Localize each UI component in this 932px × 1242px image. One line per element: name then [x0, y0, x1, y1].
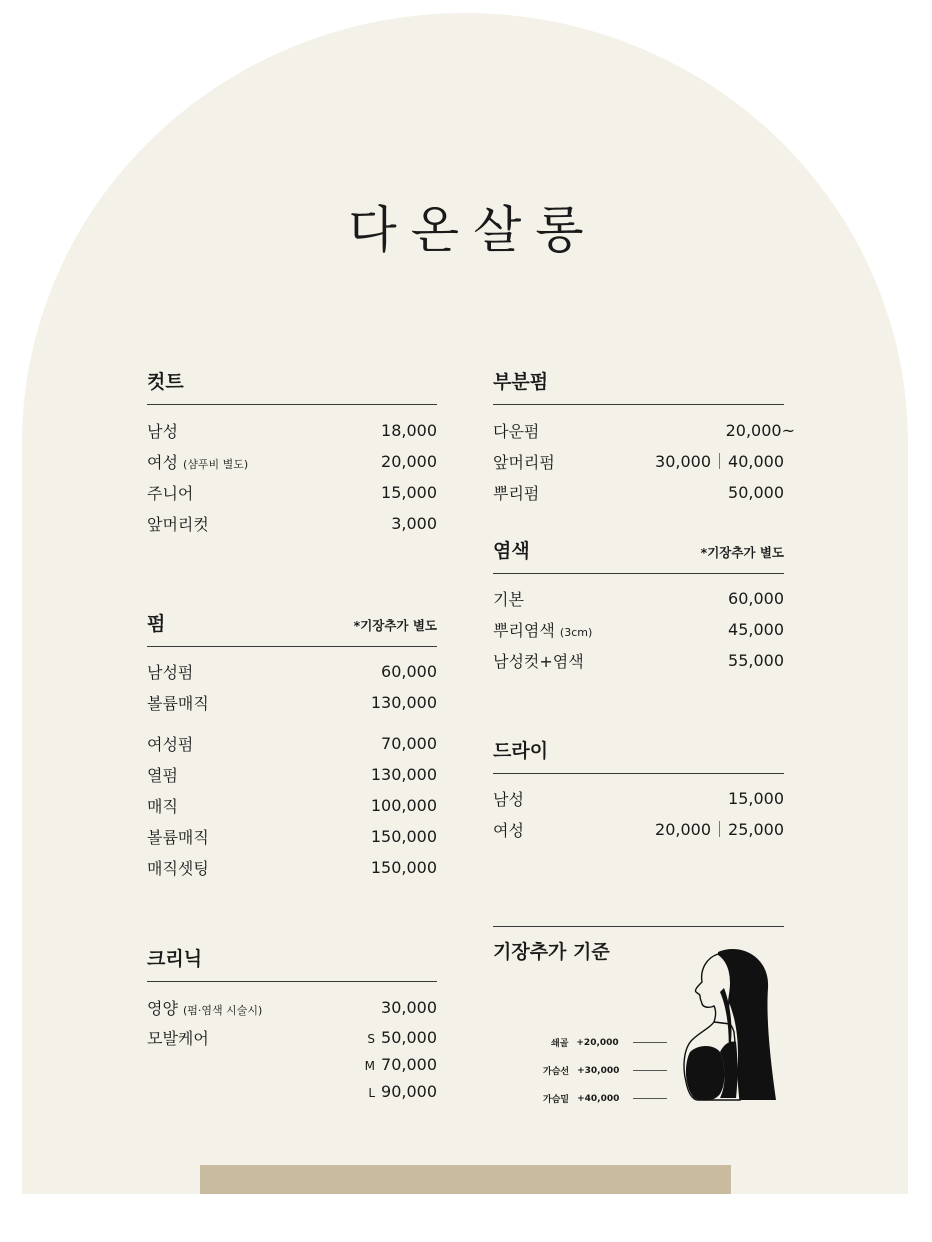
length-divider	[493, 926, 784, 927]
size-price-row	[365, 1079, 437, 1106]
item-name: 남성컷+염색	[493, 652, 584, 671]
menu-row	[493, 645, 784, 676]
item-name: 모발케어	[147, 1029, 209, 1048]
menu-row	[147, 992, 437, 1023]
length-dash	[633, 1098, 667, 1099]
item-name: 뿌리펌	[493, 484, 540, 503]
item-name: 여성펌	[147, 735, 194, 754]
section-title: 부분펌	[493, 371, 549, 393]
section-cut	[147, 369, 437, 539]
item-price: 3,000	[391, 514, 437, 533]
item-price: 18,000	[381, 421, 437, 440]
item-price: 150,000	[370, 827, 437, 846]
item-name: 앞머리펌	[493, 453, 555, 472]
price-divider	[719, 453, 720, 469]
item-name: 뿌리염색	[493, 621, 555, 640]
length-price: +40,000	[577, 1093, 620, 1104]
length-level	[543, 1092, 667, 1105]
menu-row	[147, 687, 437, 718]
length-label: 가슴밑	[543, 1095, 570, 1105]
menu-row	[147, 477, 437, 508]
section-title: 염색	[493, 540, 530, 562]
length-level	[543, 1064, 667, 1077]
item-name: 매직셋팅	[147, 859, 209, 878]
item-price: 130,000	[370, 765, 437, 784]
menu-row	[147, 728, 437, 759]
item-price: 60,000	[728, 589, 784, 608]
item-name: 여성	[493, 821, 524, 840]
item-name: 기본	[493, 590, 524, 609]
item-price: 55,000	[728, 651, 784, 670]
item-price: 150,000	[370, 858, 437, 877]
item-price: 20,000	[655, 820, 712, 839]
item-note: (펌·염색 시술시)	[183, 1004, 263, 1017]
section-title: 펌	[147, 613, 166, 635]
menu-row	[147, 790, 437, 821]
section-perm	[147, 611, 437, 883]
item-name: 남성	[493, 790, 524, 809]
length-level	[551, 1036, 667, 1049]
item-price: 50,000	[728, 483, 784, 502]
section-dye	[493, 538, 784, 676]
size-label: L	[368, 1086, 376, 1100]
section-note: *기장추가 별도	[700, 545, 784, 560]
menu-row	[147, 759, 437, 790]
item-name: 볼륨매직	[147, 828, 209, 847]
section-partial-perm	[493, 369, 795, 508]
section-clinic	[147, 946, 437, 1106]
size-label: S	[367, 1032, 376, 1046]
item-price: 45,000	[728, 620, 784, 639]
item-price: 25,000	[728, 820, 784, 839]
menu-row	[147, 1023, 437, 1106]
menu-row	[147, 446, 437, 477]
item-name: 남성펌	[147, 663, 194, 682]
menu-row	[147, 656, 437, 687]
item-price: 15,000	[381, 483, 437, 502]
size-price-row	[365, 1052, 437, 1079]
menu-row	[493, 583, 784, 614]
salon-title: 다온살롱	[348, 201, 598, 259]
item-price: 20,000	[381, 452, 437, 471]
item-name: 다운펌	[493, 422, 540, 441]
menu-row	[147, 821, 437, 852]
woman-silhouette-icon	[680, 948, 780, 1103]
section-title: 드라이	[493, 740, 549, 762]
item-price: 70,000	[381, 734, 437, 753]
section-title: 컷트	[147, 371, 184, 393]
item-name: 주니어	[147, 484, 194, 503]
length-price: +30,000	[577, 1065, 620, 1076]
length-title: 기장추가 기준	[493, 941, 610, 963]
size-price-row	[365, 1025, 437, 1052]
menu-row	[493, 446, 784, 477]
item-note: (3cm)	[559, 626, 593, 639]
item-price: 60,000	[381, 662, 437, 681]
price-divider	[719, 821, 720, 837]
menu-row	[493, 814, 784, 845]
section-dry	[493, 738, 784, 845]
item-price: 70,000	[381, 1055, 437, 1074]
item-price: 20,000~	[725, 421, 795, 440]
item-name: 여성	[147, 453, 178, 472]
section-note: *기장추가 별도	[353, 618, 437, 633]
base-bar	[200, 1165, 731, 1194]
item-name: 남성	[147, 422, 178, 441]
menu-row	[147, 415, 437, 446]
item-name: 열펌	[147, 766, 178, 785]
length-label: 쇄골	[551, 1039, 569, 1049]
item-name: 볼륨매직	[147, 694, 209, 713]
size-label: M	[364, 1059, 376, 1073]
item-price: 40,000	[728, 452, 784, 471]
menu-row	[493, 614, 784, 645]
length-price: +20,000	[576, 1037, 619, 1048]
menu-row	[147, 852, 437, 883]
section-title: 크리닉	[147, 948, 203, 970]
item-price: 50,000	[381, 1028, 437, 1047]
item-name: 매직	[147, 797, 178, 816]
length-label: 가슴선	[543, 1067, 570, 1077]
item-name: 앞머리컷	[147, 515, 209, 534]
length-dash	[633, 1070, 667, 1071]
menu-row	[493, 415, 795, 446]
length-dash	[633, 1042, 667, 1043]
item-name: 영양	[147, 999, 178, 1018]
item-price: 30,000	[381, 998, 437, 1017]
item-price: 15,000	[728, 789, 784, 808]
menu-row	[493, 477, 784, 508]
item-price: 130,000	[370, 693, 437, 712]
item-price: 90,000	[381, 1082, 437, 1101]
item-price: 30,000	[655, 452, 712, 471]
menu-row	[493, 783, 784, 814]
menu-row	[147, 508, 437, 539]
item-price: 100,000	[370, 796, 437, 815]
item-note: (샴푸비 별도)	[183, 458, 249, 471]
